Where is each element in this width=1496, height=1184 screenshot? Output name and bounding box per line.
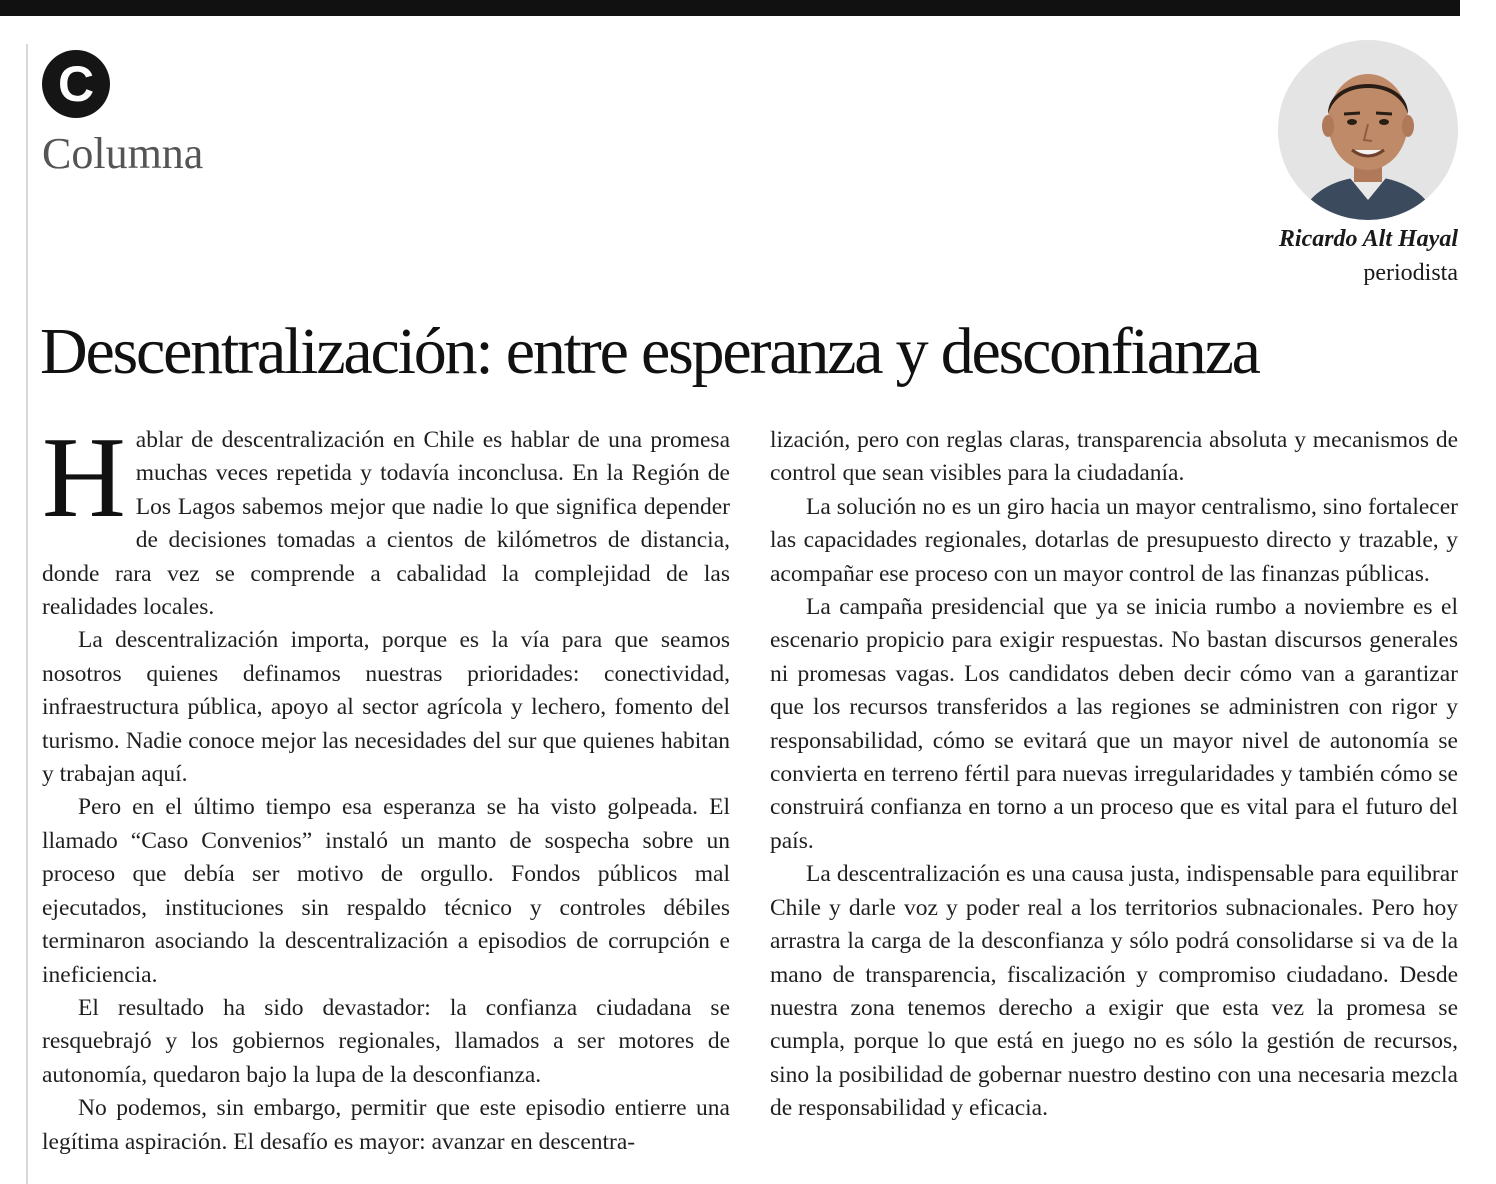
article-headline: Descentralización: entre esperanza y desconfianza	[40, 315, 1259, 388]
top-rule	[0, 0, 1460, 16]
article-paragraph: La solución no es un giro hacia un mayor centralismo, sino fortalecer las capacidades regionales, dotarlas de presupuesto directo y trazable, y acompañar ese proceso con un mayor control de las finanzas públicas.	[770, 493, 1458, 587]
article-paragraph: Pero en el último tiempo esa esperanza se ha visto golpeada. El llamado “Caso Convenios” instaló un manto de sospecha sobre un proceso que debía ser motivo de orgullo. Fondos públicos mal ejecutados, instituciones sin respaldo técnico y controles débiles terminaron asociando la descentralización a episodios de corrupción e ineficiencia.	[42, 794, 730, 988]
article-column-1	[42, 414, 730, 1159]
paragraph-text: ablar de descentralización en Chile es hablar de una promesa muchas veces repetida y todavía inconclusa. En la Región de Los Lagos sabemos mejor que nadie lo que significa depender de decisiones tomadas a cientos de kilómetros de distancia, donde rara vez se comprende a cabalidad la complejidad de las realidades locales.	[42, 427, 730, 621]
article-paragraph: lización, pero con reglas claras, transparencia absoluta y mecanismos de control que sean visibles para la ciudadanía.	[770, 427, 1458, 487]
article-paragraph	[42, 414, 730, 624]
article-paragraph: La campaña presidencial que ya se inicia rumbo a noviembre es el escenario propicio para exigir respuestas. No bastan discursos generales ni promesas vagas. Los candidatos deben decir cómo van a garantizar que los recursos transferidos a las regiones se administren con rigor y responsabilidad, cómo se evitará que un mayor nivel de autonomía se convierta en terreno fértil para nuevas irregularidades y también cómo se construirá confianza en torno a un proceso que es vital para el futuro del país.	[770, 594, 1458, 854]
left-column-rule	[26, 44, 28, 1184]
drop-cap: H	[42, 414, 126, 542]
author-role: periodista	[1363, 260, 1458, 286]
article-paragraph: La descentralización es una causa justa, indispensable para equilibrar Chile y darle voz y poder real a los territorios subnacionales. Pero hoy arrastra la carga de la desconfianza y sólo podrá consolidarse si va de la mano de transparencia, fiscalización y compromiso ciudadano. Desde nuestra zona tenemos derecho a exigir que esta vez la promesa se cumpla, porque lo que está en juego no es sólo la gestión de recursos, sino la posibilidad de gobernar nuestro destino con una necesaria mezcla de responsabilidad y eficacia.	[770, 861, 1458, 1122]
author-name: Ricardo Alt Hayal	[1278, 226, 1458, 252]
section-label: Columna	[42, 129, 204, 178]
author-portrait-image	[1278, 40, 1458, 220]
author-photo	[1278, 40, 1458, 220]
article-paragraph: No podemos, sin embargo, permitir que este episodio entierre una legítima aspiración. El desafío es mayor: avanzar en descentra-	[42, 1095, 730, 1155]
article-paragraph: La descentralización importa, porque es la vía para que seamos nosotros quienes definamos nuestras prioridades: conectividad, infraestructura pública, apoyo al sector agrícola y lechero, fomento del turismo. Nadie conoce mejor las necesidades del sur que quienes habitan y trabajan aquí.	[42, 627, 730, 788]
article-paragraph: El resultado ha sido devastador: la confianza ciudadana se resquebrajó y los gobiernos regionales, llamados a ser motores de autonomía, quedaron bajo la lupa de la desconfianza.	[42, 994, 730, 1088]
section-badge: C	[42, 50, 110, 118]
article-column-2	[770, 424, 1458, 1126]
